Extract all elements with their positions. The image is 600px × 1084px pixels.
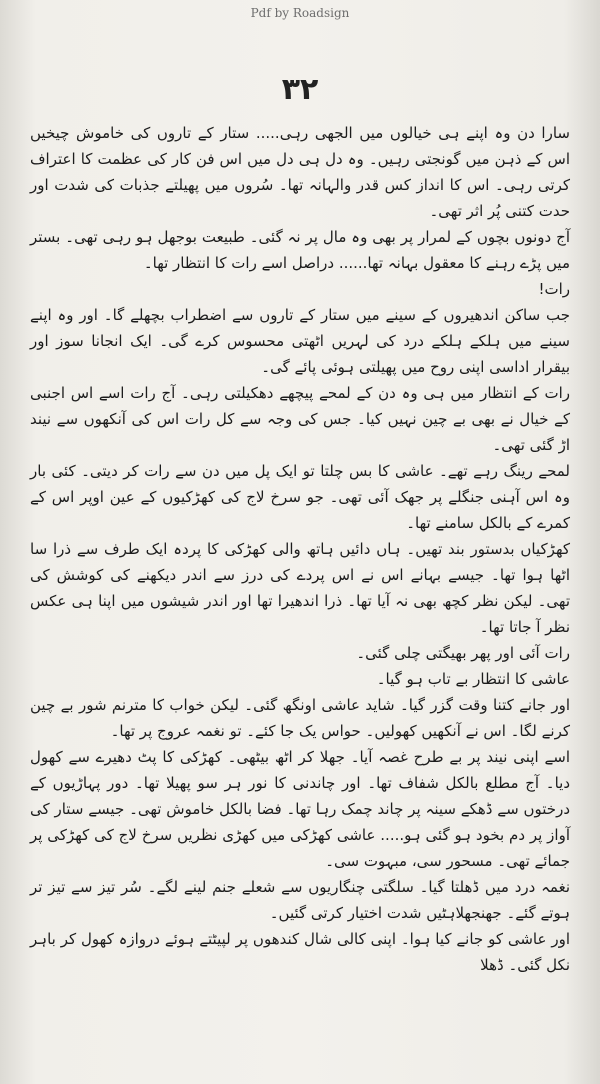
paragraph: اسے اپنی نیند پر بے طرح غصہ آیا۔ جھلا کر اٹھ بیٹھی۔ کھڑکی کا پٹ دھیرے سے کھول دیا۔ آج مطلع بالکل شفاف تھا۔ اور چاندنی کا نور ہر سو پھیلا تھا۔ دور پہاڑیوں کے درختوں سے ڈھکے سینہ پر چاند چمک رہا تھا۔ فضا بالکل خاموش تھی۔ جیسے ستار کی آواز پر دم بخود ہو گئی ہو..... عاشی کھڑکی میں کھڑی نظریں سرخ لاج کی کھڑکی پر جمائے تھی۔ مسحور سی، مبہوت سی۔ <box>30 748 570 870</box>
paragraph: سارا دن وہ اپنے ہی خیالوں میں الجھی رہی..... ستار کے تاروں کی خاموش چیخیں اس کے ذہن میں گونجتی رہیں۔ وہ دل ہی دل میں اس فن کار کی عظمت کا اعتراف کرتی رہی۔ اس کا انداز کس قدر والہانہ تھا۔ سُروں میں پھیلتے جذبات کی شدت اور حدت کتنی پُر اثر تھی۔ <box>30 124 570 220</box>
paragraph: عاشی کا انتظار بے تاب ہو گیا۔ <box>376 670 570 688</box>
paragraph: رات آئی اور پھر بھیگتی چلی گئی۔ <box>356 644 570 662</box>
paragraph: جب ساکن اندھیروں کے سینے میں ستار کے تاروں سے اضطراب بچھلے گا۔ اور وہ اپنے سینے میں ہلکے ہلکے درد کی لہریں اٹھتی محسوس کرے گی۔ ایک انجانا سوز اور بیقرار اداسی اپنی روح میں پھیلتی ہوئی پائے گی۔ <box>30 306 570 376</box>
paragraph: اور جانے کتنا وقت گزر گیا۔ شاید عاشی اونگھ گئی۔ لیکن خواب کا مترنم شور بے چین کرنے لگا۔ اس نے آنکھیں کھولیں۔ حواس یک جا کئے۔ تو نغمہ عروج پر تھا۔ <box>30 696 570 740</box>
paragraph: کھڑکیاں بدستور بند تھیں۔ ہاں دائیں ہاتھ والی کھڑکی کا پردہ ایک طرف سے ذرا سا اٹھا ہوا تھا۔ جیسے بہانے اس نے اس پردے کی درز سے اندر دیکھنے کی کوشش کی تھی۔ لیکن نظر کچھ بھی نہ آیا تھا۔ ذرا اندھیرا تھا اور اندر شیشوں میں اپنا ہی عکس نظر آ جاتا تھا۔ <box>30 540 570 636</box>
paragraph: آج دونوں بچوں کے لمرار پر بھی وہ مال پر نہ گئی۔ طبیعت بوجھل ہو رہی تھی۔ بستر میں پڑے رہنے کا معقول بہانہ تھا...... دراصل اسے رات کا انتظار تھا۔ <box>30 228 570 272</box>
paragraph: لمحے رینگ رہے تھے۔ عاشی کا بس چلتا تو ایک پل میں دن سے رات کر دیتی۔ کئی بار وہ اس آہنی جنگلے پر جھک آئی تھی۔ جو سرخ لاج کی کھڑکیوں کے عین اوپر اس کے کمرے کے بالکل سامنے تھا۔ <box>30 462 570 532</box>
paragraph: اور عاشی کو جانے کیا ہوا۔ اپنی کالی شال کندھوں پر لپیٹتے ہوئے دروازہ کھول کر باہر نکل گئی۔ ڈھلا <box>30 930 570 974</box>
body-text <box>30 120 570 978</box>
paragraph: رات! <box>538 280 570 298</box>
paragraph: نغمہ درد میں ڈھلتا گیا۔ سلگتی چنگاریوں سے شعلے جنم لینے لگے۔ سُر تیز سے تیز تر ہوتے گئے۔ جھنجھلاہٹیں شدت اختیار کرتی گئیں۔ <box>30 878 570 922</box>
watermark: Pdf by Roadsign <box>250 6 350 20</box>
page-number: ۳۲ <box>281 72 319 107</box>
paragraph: رات کے انتظار میں ہی وہ دن کے لمحے پیچھے دھکیلتی رہی۔ آج رات اسے اس اجنبی کے خیال نے بھی بے چین نہیں کیا۔ جس کی وجہ سے کل رات اس کی آنکھوں سے نیند اڑ گئی تھی۔ <box>30 384 570 454</box>
